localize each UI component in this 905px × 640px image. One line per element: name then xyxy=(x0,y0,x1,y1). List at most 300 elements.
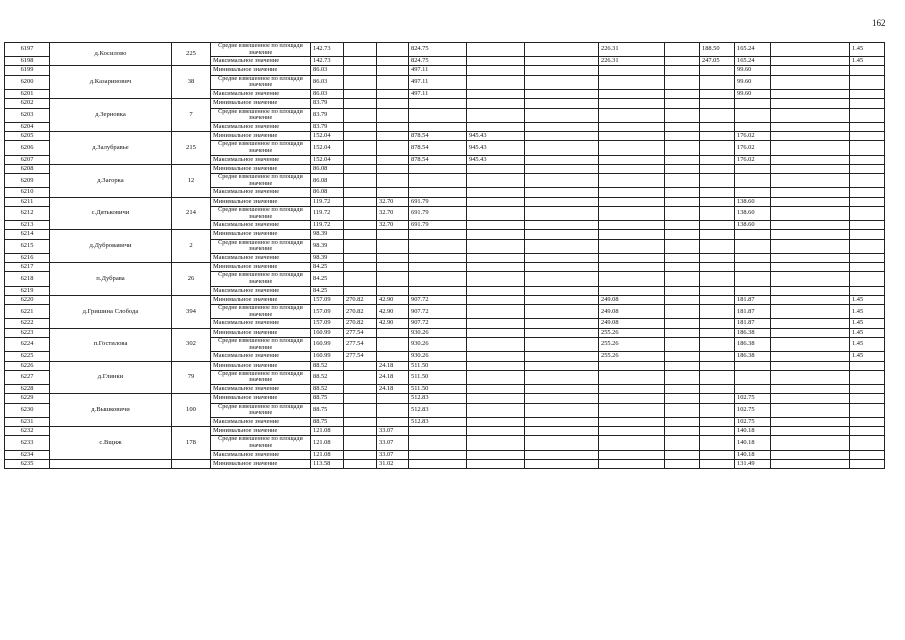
value-cell xyxy=(467,221,525,230)
value-cell xyxy=(467,436,525,450)
population-count: 26 xyxy=(172,263,211,296)
value-type: Средне взвешенное по площади значение xyxy=(211,370,311,384)
value-cell: 86.08 xyxy=(311,164,344,173)
value-cell: 497.11 xyxy=(409,89,467,98)
table-row xyxy=(5,99,885,108)
table-row xyxy=(5,66,885,75)
value-cell xyxy=(525,75,599,89)
row-id: 6222 xyxy=(5,319,50,328)
value-cell xyxy=(735,230,771,239)
row-id: 6209 xyxy=(5,174,50,188)
value-cell xyxy=(409,263,467,272)
value-cell xyxy=(599,108,665,122)
settlement-name xyxy=(50,459,172,468)
value-cell xyxy=(665,295,700,304)
settlement-name: д.Зерновка xyxy=(50,99,172,132)
value-cell: 157.09 xyxy=(311,305,344,319)
value-cell: 32.70 xyxy=(377,206,409,220)
row-id: 6197 xyxy=(5,43,50,57)
row-id: 6220 xyxy=(5,295,50,304)
value-cell xyxy=(344,174,377,188)
value-cell xyxy=(467,253,525,262)
value-cell xyxy=(735,108,771,122)
value-cell xyxy=(344,89,377,98)
value-cell xyxy=(850,417,885,426)
value-cell: 88.75 xyxy=(311,417,344,426)
value-cell xyxy=(377,188,409,197)
value-cell xyxy=(344,450,377,459)
value-cell xyxy=(409,239,467,253)
value-cell xyxy=(771,459,850,468)
value-cell: 176.02 xyxy=(735,155,771,164)
value-cell xyxy=(377,338,409,352)
value-cell xyxy=(771,89,850,98)
row-id: 6225 xyxy=(5,352,50,361)
value-cell xyxy=(665,122,700,131)
value-cell xyxy=(850,403,885,417)
value-cell xyxy=(665,75,700,89)
value-cell xyxy=(344,197,377,206)
value-cell xyxy=(850,221,885,230)
value-cell xyxy=(850,436,885,450)
value-cell xyxy=(344,122,377,131)
value-cell xyxy=(771,230,850,239)
value-cell xyxy=(771,385,850,394)
value-cell: 226.31 xyxy=(599,43,665,57)
value-cell xyxy=(700,155,735,164)
table-row xyxy=(5,328,885,337)
value-cell xyxy=(409,122,467,131)
value-cell xyxy=(850,164,885,173)
value-cell: 930.26 xyxy=(409,328,467,337)
table-row xyxy=(5,132,885,141)
settlement-name: д.Косилово xyxy=(50,43,172,66)
row-id: 6228 xyxy=(5,385,50,394)
value-type: Средне взвешенное по площади значение xyxy=(211,206,311,220)
value-cell: 188.50 xyxy=(700,43,735,57)
value-cell xyxy=(467,75,525,89)
value-cell xyxy=(409,450,467,459)
value-cell xyxy=(409,99,467,108)
value-cell xyxy=(665,43,700,57)
value-cell xyxy=(850,122,885,131)
value-cell xyxy=(467,403,525,417)
value-cell xyxy=(344,385,377,394)
value-cell xyxy=(344,155,377,164)
value-cell xyxy=(665,89,700,98)
value-cell xyxy=(771,43,850,57)
value-cell: 32.70 xyxy=(377,197,409,206)
row-id: 6227 xyxy=(5,370,50,384)
value-cell xyxy=(700,295,735,304)
population-count: 214 xyxy=(172,197,211,230)
value-cell: 24.18 xyxy=(377,370,409,384)
value-cell: 945.43 xyxy=(467,132,525,141)
value-cell xyxy=(850,197,885,206)
value-cell xyxy=(700,338,735,352)
row-id: 6229 xyxy=(5,394,50,403)
value-cell: 930.26 xyxy=(409,338,467,352)
value-cell xyxy=(467,174,525,188)
population-count: 2 xyxy=(172,230,211,263)
value-cell: 83.79 xyxy=(311,108,344,122)
value-cell xyxy=(344,75,377,89)
value-cell xyxy=(599,141,665,155)
value-cell xyxy=(665,57,700,66)
value-cell: 691.79 xyxy=(409,197,467,206)
value-cell xyxy=(377,230,409,239)
value-cell xyxy=(771,57,850,66)
value-cell xyxy=(665,328,700,337)
value-cell xyxy=(735,263,771,272)
value-cell xyxy=(700,436,735,450)
value-cell xyxy=(700,253,735,262)
value-type: Минимальное значение xyxy=(211,394,311,403)
value-type: Средне взвешенное по площади значение xyxy=(211,108,311,122)
value-cell: 270.82 xyxy=(344,319,377,328)
value-cell xyxy=(525,450,599,459)
population-count xyxy=(172,459,211,468)
row-id: 6231 xyxy=(5,417,50,426)
value-cell xyxy=(467,427,525,436)
value-cell: 176.02 xyxy=(735,141,771,155)
population-count: 178 xyxy=(172,427,211,460)
value-cell xyxy=(850,206,885,220)
value-cell xyxy=(665,132,700,141)
value-cell: 102.75 xyxy=(735,394,771,403)
value-cell: 1.45 xyxy=(850,328,885,337)
value-cell xyxy=(525,436,599,450)
value-cell xyxy=(467,370,525,384)
value-cell xyxy=(771,436,850,450)
row-id: 6218 xyxy=(5,272,50,286)
value-cell: 512.83 xyxy=(409,417,467,426)
value-cell xyxy=(344,253,377,262)
row-id: 6233 xyxy=(5,436,50,450)
value-cell xyxy=(377,272,409,286)
table-row xyxy=(5,295,885,304)
value-cell: 160.99 xyxy=(311,328,344,337)
value-cell xyxy=(525,403,599,417)
value-cell: 86.03 xyxy=(311,75,344,89)
value-cell xyxy=(771,99,850,108)
value-cell xyxy=(377,164,409,173)
value-cell xyxy=(850,459,885,468)
value-cell xyxy=(525,174,599,188)
value-cell xyxy=(735,164,771,173)
value-cell: 88.75 xyxy=(311,394,344,403)
value-cell xyxy=(771,417,850,426)
value-cell xyxy=(525,272,599,286)
value-cell xyxy=(735,99,771,108)
value-cell: 88.75 xyxy=(311,403,344,417)
value-cell xyxy=(850,239,885,253)
value-cell: 277.54 xyxy=(344,338,377,352)
value-cell xyxy=(377,352,409,361)
value-cell: 878.54 xyxy=(409,155,467,164)
value-cell xyxy=(599,89,665,98)
value-cell: 249.08 xyxy=(599,295,665,304)
value-cell: 160.99 xyxy=(311,352,344,361)
value-cell xyxy=(344,417,377,426)
value-cell xyxy=(377,239,409,253)
value-cell xyxy=(525,43,599,57)
value-cell: 226.31 xyxy=(599,57,665,66)
value-cell xyxy=(525,319,599,328)
value-cell: 878.54 xyxy=(409,141,467,155)
value-cell xyxy=(665,459,700,468)
row-id: 6205 xyxy=(5,132,50,141)
value-cell xyxy=(665,141,700,155)
value-cell xyxy=(771,155,850,164)
value-cell xyxy=(344,57,377,66)
value-cell xyxy=(700,385,735,394)
value-cell xyxy=(665,427,700,436)
value-cell xyxy=(409,459,467,468)
value-cell xyxy=(735,286,771,295)
value-cell xyxy=(467,450,525,459)
value-cell xyxy=(467,89,525,98)
value-cell: 186.38 xyxy=(735,338,771,352)
value-cell xyxy=(850,394,885,403)
value-cell: 1.45 xyxy=(850,295,885,304)
value-cell xyxy=(525,263,599,272)
value-cell xyxy=(525,132,599,141)
row-id: 6200 xyxy=(5,75,50,89)
value-cell xyxy=(525,295,599,304)
value-cell: 33.07 xyxy=(377,436,409,450)
row-id: 6199 xyxy=(5,66,50,75)
value-type: Максимальное значение xyxy=(211,319,311,328)
value-cell: 121.08 xyxy=(311,427,344,436)
value-cell xyxy=(665,394,700,403)
value-cell xyxy=(700,174,735,188)
value-cell: 691.79 xyxy=(409,206,467,220)
value-cell xyxy=(409,253,467,262)
row-id: 6214 xyxy=(5,230,50,239)
value-cell xyxy=(599,436,665,450)
value-cell xyxy=(344,427,377,436)
value-cell xyxy=(735,361,771,370)
value-type: Минимальное значение xyxy=(211,263,311,272)
value-cell xyxy=(599,427,665,436)
value-cell xyxy=(665,108,700,122)
value-cell xyxy=(850,155,885,164)
value-cell xyxy=(850,253,885,262)
value-cell: 511.50 xyxy=(409,370,467,384)
value-cell: 121.08 xyxy=(311,450,344,459)
value-cell xyxy=(409,188,467,197)
value-cell: 152.04 xyxy=(311,132,344,141)
value-cell: 119.72 xyxy=(311,197,344,206)
row-id: 6217 xyxy=(5,263,50,272)
value-cell: 497.11 xyxy=(409,75,467,89)
value-cell xyxy=(850,286,885,295)
value-cell: 33.07 xyxy=(377,450,409,459)
population-count: 79 xyxy=(172,361,211,394)
value-type: Минимальное значение xyxy=(211,66,311,75)
value-cell xyxy=(700,197,735,206)
value-cell: 88.52 xyxy=(311,385,344,394)
tariff-table xyxy=(4,42,885,469)
value-cell xyxy=(700,272,735,286)
value-cell xyxy=(599,132,665,141)
value-cell: 181.87 xyxy=(735,295,771,304)
value-cell xyxy=(467,99,525,108)
value-cell xyxy=(599,450,665,459)
value-cell xyxy=(467,108,525,122)
value-type: Максимальное значение xyxy=(211,450,311,459)
value-cell: 945.43 xyxy=(467,141,525,155)
value-cell xyxy=(735,174,771,188)
value-cell xyxy=(771,394,850,403)
value-cell xyxy=(525,305,599,319)
value-cell xyxy=(344,230,377,239)
value-cell xyxy=(599,174,665,188)
value-cell xyxy=(700,370,735,384)
value-cell xyxy=(700,352,735,361)
value-cell xyxy=(850,361,885,370)
value-type: Минимальное значение xyxy=(211,328,311,337)
value-cell xyxy=(665,361,700,370)
value-cell xyxy=(665,239,700,253)
value-cell: 142.73 xyxy=(311,43,344,57)
value-cell xyxy=(700,206,735,220)
value-cell: 99.60 xyxy=(735,89,771,98)
value-cell xyxy=(599,263,665,272)
value-cell xyxy=(665,221,700,230)
value-cell xyxy=(771,75,850,89)
page-number: 162 xyxy=(872,18,886,28)
value-cell xyxy=(525,239,599,253)
value-cell xyxy=(700,263,735,272)
value-cell xyxy=(665,263,700,272)
value-cell: 86.03 xyxy=(311,66,344,75)
value-type: Минимальное значение xyxy=(211,295,311,304)
value-cell xyxy=(700,286,735,295)
value-cell xyxy=(525,230,599,239)
value-cell xyxy=(665,99,700,108)
value-cell xyxy=(700,230,735,239)
row-id: 6203 xyxy=(5,108,50,122)
value-cell xyxy=(525,141,599,155)
value-cell xyxy=(735,188,771,197)
value-cell xyxy=(665,436,700,450)
value-cell xyxy=(665,305,700,319)
value-cell xyxy=(771,295,850,304)
value-cell xyxy=(665,230,700,239)
value-cell xyxy=(525,427,599,436)
value-cell xyxy=(467,459,525,468)
value-cell: 86.08 xyxy=(311,174,344,188)
value-cell: 33.07 xyxy=(377,427,409,436)
value-cell xyxy=(599,221,665,230)
value-cell xyxy=(771,352,850,361)
value-cell xyxy=(467,328,525,337)
value-cell xyxy=(700,66,735,75)
value-cell xyxy=(771,188,850,197)
value-cell: 84.25 xyxy=(311,286,344,295)
value-cell xyxy=(599,394,665,403)
value-cell: 165.24 xyxy=(735,57,771,66)
value-cell: 31.02 xyxy=(377,459,409,468)
row-id: 6211 xyxy=(5,197,50,206)
value-type: Средне взвешенное по площади значение xyxy=(211,403,311,417)
row-id: 6235 xyxy=(5,459,50,468)
value-cell: 160.99 xyxy=(311,338,344,352)
value-cell: 824.75 xyxy=(409,43,467,57)
value-cell: 511.50 xyxy=(409,385,467,394)
value-cell xyxy=(377,403,409,417)
value-cell xyxy=(850,141,885,155)
value-cell xyxy=(525,370,599,384)
value-cell xyxy=(525,328,599,337)
value-cell: 1.45 xyxy=(850,305,885,319)
value-cell: 511.50 xyxy=(409,361,467,370)
value-cell xyxy=(665,206,700,220)
value-cell xyxy=(700,108,735,122)
value-cell xyxy=(850,427,885,436)
value-cell: 512.83 xyxy=(409,394,467,403)
value-cell: 497.11 xyxy=(409,66,467,75)
value-cell xyxy=(700,89,735,98)
value-cell xyxy=(525,361,599,370)
value-cell xyxy=(377,286,409,295)
value-cell xyxy=(599,361,665,370)
value-cell: 98.39 xyxy=(311,239,344,253)
table-row xyxy=(5,427,885,436)
table-row xyxy=(5,361,885,370)
value-cell: 255.26 xyxy=(599,328,665,337)
settlement-name: д.Вышковичи xyxy=(50,394,172,427)
value-cell xyxy=(771,253,850,262)
value-cell: 691.79 xyxy=(409,221,467,230)
value-cell xyxy=(700,305,735,319)
settlement-name: п.Гостилова xyxy=(50,328,172,361)
value-type: Средне взвешенное по площади значение xyxy=(211,174,311,188)
value-type: Минимальное значение xyxy=(211,230,311,239)
value-cell xyxy=(599,459,665,468)
value-cell xyxy=(344,263,377,272)
value-cell xyxy=(344,459,377,468)
value-cell xyxy=(771,263,850,272)
value-cell: 270.82 xyxy=(344,305,377,319)
value-cell: 270.82 xyxy=(344,295,377,304)
value-cell xyxy=(599,385,665,394)
value-cell: 152.04 xyxy=(311,141,344,155)
value-cell xyxy=(467,305,525,319)
value-cell: 24.18 xyxy=(377,361,409,370)
value-cell: 1.45 xyxy=(850,319,885,328)
value-cell xyxy=(735,122,771,131)
value-cell xyxy=(771,286,850,295)
value-cell xyxy=(525,352,599,361)
value-type: Максимальное значение xyxy=(211,57,311,66)
value-cell xyxy=(377,155,409,164)
population-count: 394 xyxy=(172,295,211,328)
value-cell xyxy=(344,272,377,286)
value-cell xyxy=(377,75,409,89)
value-cell xyxy=(344,99,377,108)
value-cell: 140.18 xyxy=(735,427,771,436)
value-cell: 907.72 xyxy=(409,305,467,319)
value-cell xyxy=(771,328,850,337)
value-cell xyxy=(344,206,377,220)
value-cell xyxy=(467,164,525,173)
value-cell xyxy=(377,328,409,337)
value-cell xyxy=(467,43,525,57)
value-cell xyxy=(771,338,850,352)
